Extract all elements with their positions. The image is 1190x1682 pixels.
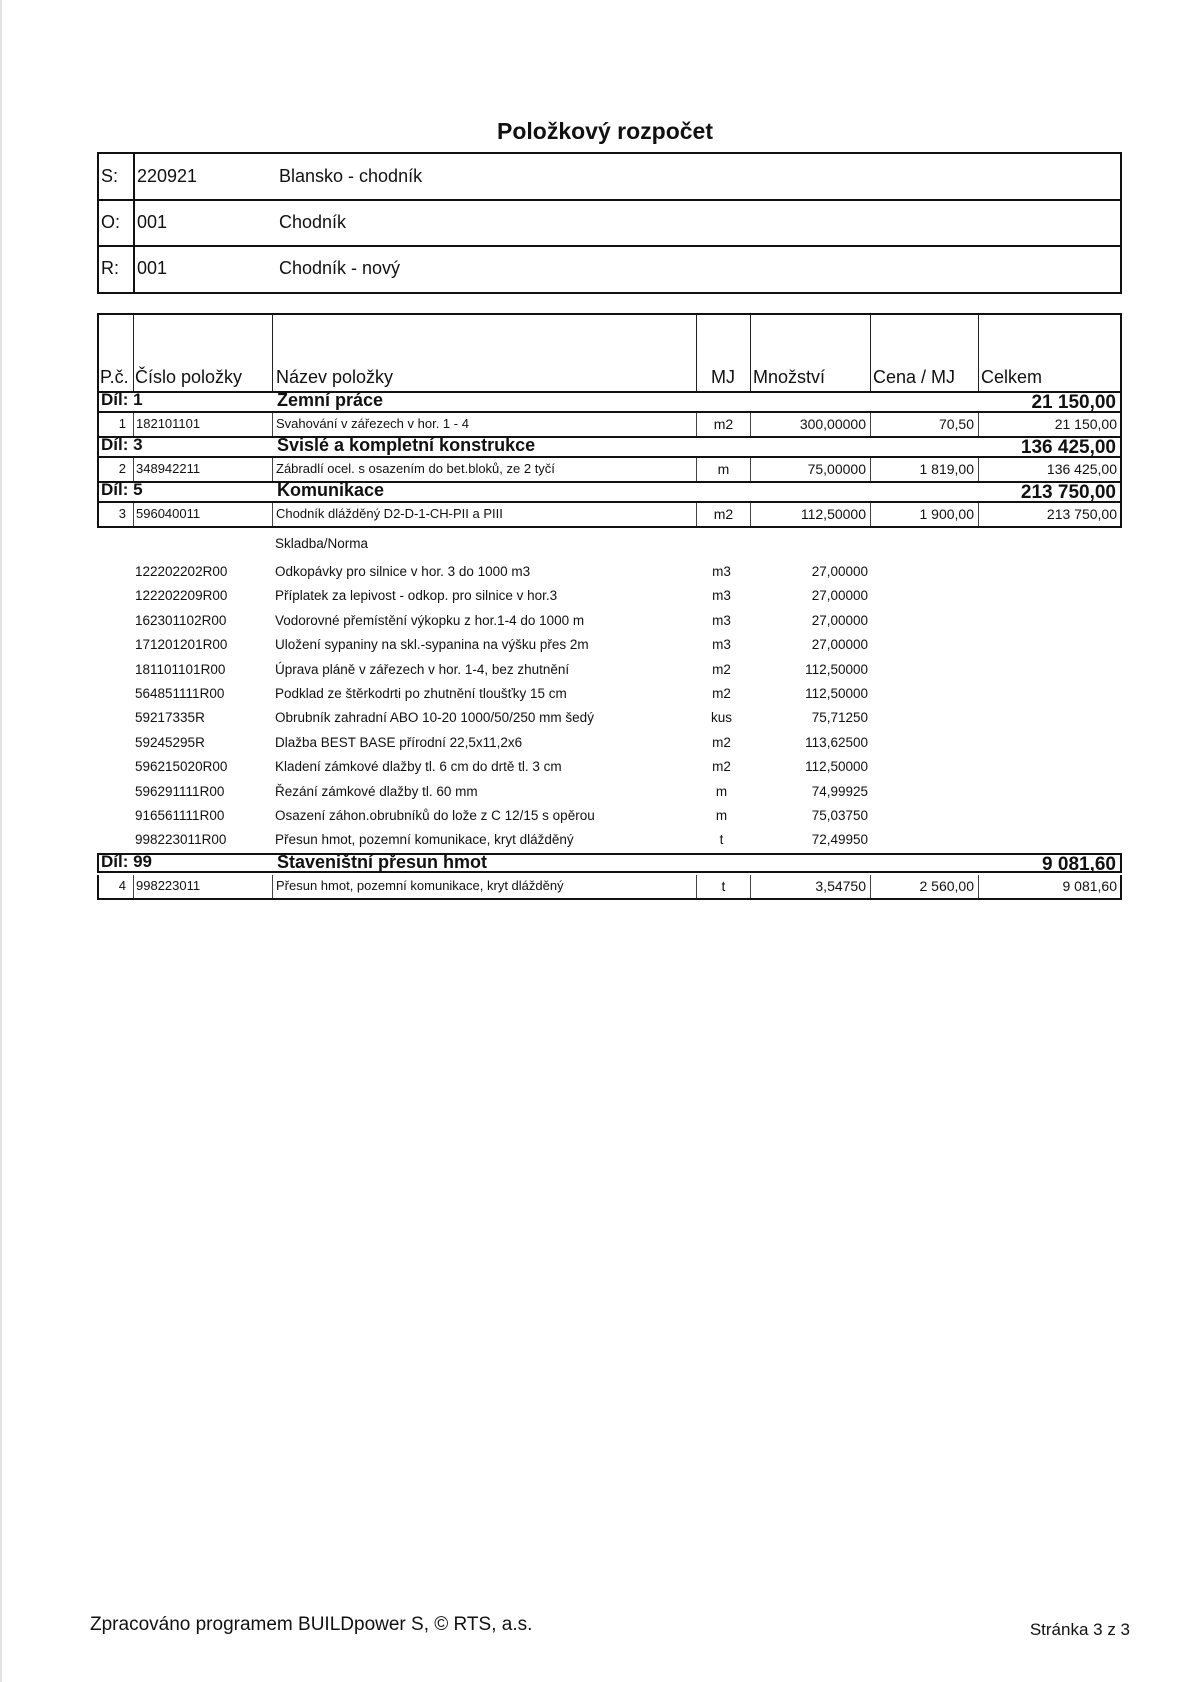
composition-qty: 74,99925 <box>811 783 868 799</box>
section-row <box>97 480 1122 503</box>
section-total: 213 750,00 <box>1020 482 1116 503</box>
item-price: 70,50 <box>938 416 974 432</box>
composition-name: Úprava pláně v zářezech v hor. 1-4, bez zhutnění <box>275 661 570 677</box>
section-label: Díl: 5 <box>101 480 143 499</box>
composition-name: Dlažba BEST BASE přírodní 22,5x11,2x6 <box>275 734 523 750</box>
composition-unit: m2 <box>712 661 731 677</box>
composition-heading-row <box>97 532 1122 556</box>
item-pc: 1 <box>118 416 126 431</box>
composition-code: 181101101R00 <box>135 661 226 677</box>
composition-code: 564851111R00 <box>135 686 225 701</box>
item-code: 998223011 <box>136 878 201 893</box>
composition-unit: m3 <box>712 637 731 653</box>
composition-unit: m2 <box>712 686 731 701</box>
composition-name: Řezání zámkové dlažby tl. 60 mm <box>275 783 478 799</box>
item-code: 596040011 <box>136 506 201 521</box>
column-divider <box>133 315 134 391</box>
info-label: O: <box>101 212 121 232</box>
header-unit: MJ <box>711 367 735 387</box>
item-total: 136 425,00 <box>1046 461 1117 477</box>
composition-row <box>97 658 1122 682</box>
composition-heading: Skladba/Norma <box>275 536 369 551</box>
item-code: 348942211 <box>136 461 201 476</box>
header-total: Celkem <box>981 367 1043 387</box>
composition-name: Podklad ze štěrkodrti po zhutnění tloušťky 15 cm <box>275 686 567 701</box>
composition-code: 596215020R00 <box>135 759 228 775</box>
composition-unit: m3 <box>712 564 731 579</box>
composition-unit: m3 <box>712 588 731 604</box>
composition-name: Obrubník zahradní ABO 10-20 1000/50/250 mm šedý <box>275 710 594 726</box>
item-unit: t <box>721 878 726 894</box>
composition-qty: 112,50000 <box>805 759 868 775</box>
composition-row <box>97 609 1122 633</box>
item-pc: 4 <box>118 878 126 893</box>
header-pc: P.č. <box>100 367 129 387</box>
composition-unit: m2 <box>712 734 731 750</box>
item-qty: 112,50000 <box>800 506 866 522</box>
info-name: Blansko - chodník <box>279 166 423 186</box>
info-row-objekt <box>99 200 1120 247</box>
section-row <box>97 435 1122 458</box>
item-price: 2 560,00 <box>919 878 974 894</box>
composition-qty: 27,00000 <box>811 637 868 653</box>
info-code: 001 <box>137 212 168 232</box>
section-label: Díl: 1 <box>101 390 143 409</box>
composition-qty: 113,62500 <box>805 734 868 750</box>
item-price: 1 819,00 <box>919 461 974 477</box>
header-qty: Množství <box>753 367 826 387</box>
page-edge <box>0 0 2 1682</box>
item-name: Zábradlí ocel. s osazením do bet.bloků, ze 2 tyčí <box>276 461 555 476</box>
column-divider <box>696 315 697 391</box>
composition-unit: kus <box>710 710 732 726</box>
info-label: R: <box>101 258 119 278</box>
composition-code: 596291111R00 <box>135 783 225 799</box>
item-unit: m2 <box>713 416 734 432</box>
column-divider <box>750 315 751 391</box>
section-total: 21 150,00 <box>1031 392 1116 413</box>
composition-code: 171201201R00 <box>135 637 228 653</box>
composition-code: 998223011R00 <box>135 832 227 848</box>
item-price: 1 900,00 <box>919 506 974 522</box>
item-name: Přesun hmot, pozemní komunikace, kryt dlážděný <box>276 878 564 893</box>
composition-unit: m <box>715 783 728 799</box>
table-header <box>97 313 1122 393</box>
project-info-box <box>97 152 1122 294</box>
composition-name: Kladení zámkové dlažby tl. 6 cm do drtě tl. 3 cm <box>275 759 562 775</box>
info-row-stavba <box>99 154 1120 201</box>
item-qty: 75,00000 <box>807 461 866 477</box>
item-total: 213 750,00 <box>1046 506 1117 522</box>
composition-row <box>97 731 1122 755</box>
column-divider <box>870 315 871 391</box>
composition-name: Příplatek za lepivost - odkop. pro silnice v hor.3 <box>275 588 558 604</box>
composition-unit: t <box>719 832 724 848</box>
section-label: Díl: 3 <box>101 435 143 454</box>
composition-unit: m <box>715 808 728 823</box>
composition-row <box>97 804 1122 828</box>
item-total: 21 150,00 <box>1054 416 1117 432</box>
header-code: Číslo položky <box>135 367 243 387</box>
composition-qty: 75,03750 <box>811 808 868 823</box>
item-unit: m <box>717 461 730 477</box>
composition-name: Uložení sypaniny na skl.-sypanina na výšku přes 2m <box>275 637 589 653</box>
table-row <box>97 875 1122 900</box>
item-code: 182101101 <box>136 416 201 431</box>
section-total: 136 425,00 <box>1020 437 1116 458</box>
table-row <box>97 503 1122 528</box>
item-pc: 3 <box>118 506 126 521</box>
section-name: Komunikace <box>277 480 385 500</box>
item-name: Chodník dlážděný D2-D-1-CH-PII a PIII <box>276 506 503 521</box>
info-name: Chodník - nový <box>279 258 401 278</box>
section-row <box>97 853 1122 873</box>
section-name: Staveništní přesun hmot <box>277 852 488 872</box>
page-title: Položkový rozpočet <box>497 118 713 144</box>
composition-row <box>97 682 1122 706</box>
composition-qty: 72,49950 <box>811 832 868 848</box>
section-name: Svislé a kompletní konstrukce <box>277 435 536 455</box>
info-code: 001 <box>137 258 168 278</box>
composition-name: Vodorovné přemístění výkopku z hor.1-4 do 1000 m <box>275 612 585 628</box>
composition-row <box>97 560 1122 584</box>
composition-qty: 112,50000 <box>805 661 868 677</box>
section-label: Díl: 99 <box>101 852 153 871</box>
table-row <box>97 458 1122 483</box>
info-name: Chodník <box>279 212 347 232</box>
composition-name: Přesun hmot, pozemní komunikace, kryt dlážděný <box>275 832 574 848</box>
column-divider <box>272 315 273 391</box>
composition-row <box>97 755 1122 779</box>
composition-code: 59245295R <box>135 734 205 750</box>
footer-program-credit: Zpracováno programem BUILDpower S, © RTS, a.s. <box>90 1614 533 1635</box>
composition-code: 122202202R00 <box>135 564 228 579</box>
composition-code: 122202209R00 <box>135 588 228 604</box>
composition-row <box>97 633 1122 657</box>
composition-qty: 27,00000 <box>811 612 868 628</box>
item-pc: 2 <box>118 461 126 476</box>
composition-qty: 112,50000 <box>805 686 868 701</box>
composition-qty: 27,00000 <box>811 564 868 579</box>
item-qty: 3,54750 <box>815 878 866 894</box>
composition-row <box>97 584 1122 608</box>
item-unit: m2 <box>713 506 734 522</box>
composition-name: Odkopávky pro silnice v hor. 3 do 1000 m3 <box>275 564 531 579</box>
composition-qty: 27,00000 <box>811 588 868 604</box>
column-divider <box>978 315 979 391</box>
footer-page-number: Stránka 3 z 3 <box>1029 1620 1130 1639</box>
composition-unit: m2 <box>712 759 731 775</box>
composition-code: 59217335R <box>135 710 205 726</box>
item-total: 9 081,60 <box>1062 878 1117 894</box>
info-code: 220921 <box>137 166 198 186</box>
info-row-rozpocet <box>99 246 1120 293</box>
info-label: S: <box>101 166 119 186</box>
composition-row <box>97 780 1122 804</box>
composition-code: 916561111R00 <box>135 808 225 823</box>
header-name: Název položky <box>276 367 394 387</box>
composition-qty: 75,71250 <box>811 710 868 726</box>
header-price: Cena / MJ <box>873 367 956 387</box>
composition-unit: m3 <box>712 612 731 628</box>
composition-name: Osazení záhon.obrubníků do lože z C 12/15 s opěrou <box>275 808 595 823</box>
item-qty: 300,00000 <box>799 416 866 432</box>
composition-row <box>97 828 1122 852</box>
section-row <box>97 390 1122 413</box>
table-row <box>97 413 1122 438</box>
section-total: 9 081,60 <box>1042 854 1116 875</box>
composition-row <box>97 706 1122 730</box>
composition-code: 162301102R00 <box>135 612 227 628</box>
item-name: Svahování v zářezech v hor. 1 - 4 <box>276 416 469 431</box>
section-name: Zemní práce <box>277 390 384 410</box>
